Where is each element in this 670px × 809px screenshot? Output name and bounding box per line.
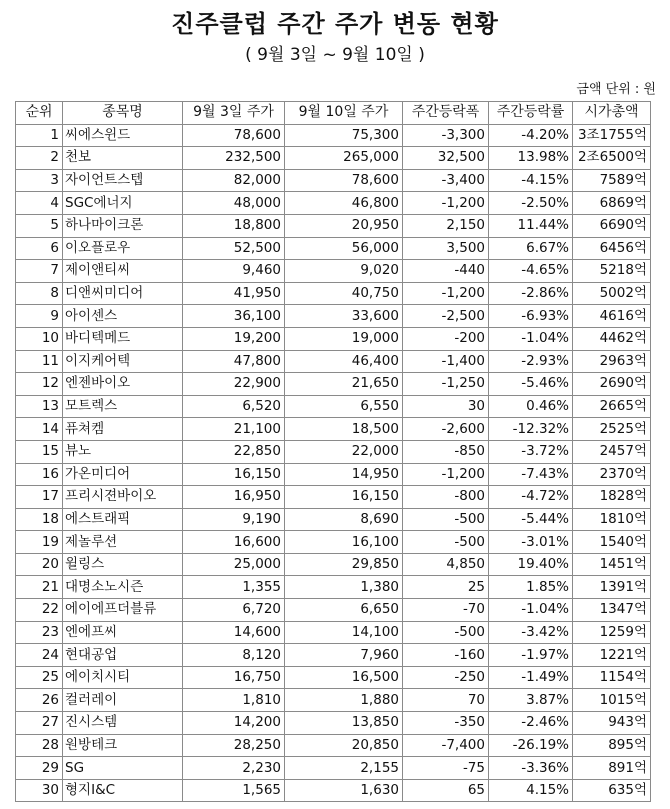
cell-weekly-change: -250 bbox=[403, 666, 489, 689]
cell-rank: 14 bbox=[16, 418, 63, 441]
table-row bbox=[16, 531, 651, 554]
cell-price-sep10: 21,650 bbox=[285, 373, 403, 396]
cell-price-sep10: 1,380 bbox=[285, 576, 403, 599]
cell-rank: 15 bbox=[16, 440, 63, 463]
cell-rank: 13 bbox=[16, 395, 63, 418]
cell-rank: 2 bbox=[16, 147, 63, 170]
cell-price-sep3: 22,850 bbox=[183, 440, 285, 463]
cell-price-sep3: 2,230 bbox=[183, 757, 285, 780]
table-row bbox=[16, 260, 651, 283]
table-row bbox=[16, 350, 651, 373]
cell-stock-name: 원방테크 bbox=[63, 734, 183, 757]
cell-weekly-rate: 3.87% bbox=[489, 689, 573, 712]
cell-rank: 26 bbox=[16, 689, 63, 712]
cell-rank: 24 bbox=[16, 644, 63, 667]
cell-price-sep3: 14,200 bbox=[183, 712, 285, 735]
cell-price-sep3: 82,000 bbox=[183, 169, 285, 192]
table-row bbox=[16, 734, 651, 757]
cell-weekly-change: -2,500 bbox=[403, 305, 489, 328]
cell-market-cap: 1828억 bbox=[573, 486, 651, 509]
cell-rank: 8 bbox=[16, 282, 63, 305]
cell-rank: 25 bbox=[16, 666, 63, 689]
cell-weekly-rate: 0.46% bbox=[489, 395, 573, 418]
cell-market-cap: 1347억 bbox=[573, 599, 651, 622]
cell-stock-name: 에이에프더블류 bbox=[63, 599, 183, 622]
cell-weekly-change: -850 bbox=[403, 440, 489, 463]
cell-price-sep10: 265,000 bbox=[285, 147, 403, 170]
cell-price-sep3: 16,600 bbox=[183, 531, 285, 554]
cell-stock-name: 이오플로우 bbox=[63, 237, 183, 260]
cell-weekly-change: -440 bbox=[403, 260, 489, 283]
cell-rank: 1 bbox=[16, 124, 63, 147]
cell-weekly-rate: -3.36% bbox=[489, 757, 573, 780]
cell-weekly-change: -1,200 bbox=[403, 192, 489, 215]
cell-price-sep10: 9,020 bbox=[285, 260, 403, 283]
cell-price-sep3: 18,800 bbox=[183, 214, 285, 237]
cell-stock-name: 디앤씨미디어 bbox=[63, 282, 183, 305]
column-header-price-sep3: 9월 3일 주가 bbox=[183, 102, 285, 125]
cell-weekly-rate: -3.01% bbox=[489, 531, 573, 554]
cell-weekly-rate: 1.85% bbox=[489, 576, 573, 599]
cell-price-sep10: 8,690 bbox=[285, 508, 403, 531]
cell-stock-name: 컬러레이 bbox=[63, 689, 183, 712]
cell-weekly-change: -500 bbox=[403, 531, 489, 554]
cell-rank: 11 bbox=[16, 350, 63, 373]
cell-price-sep10: 40,750 bbox=[285, 282, 403, 305]
cell-weekly-change: -3,300 bbox=[403, 124, 489, 147]
cell-market-cap: 1810억 bbox=[573, 508, 651, 531]
cell-price-sep10: 6,650 bbox=[285, 599, 403, 622]
cell-weekly-rate: -1.04% bbox=[489, 327, 573, 350]
cell-weekly-change: -200 bbox=[403, 327, 489, 350]
cell-weekly-change: -1,400 bbox=[403, 350, 489, 373]
cell-stock-name: 윌링스 bbox=[63, 553, 183, 576]
cell-stock-name: 제놀루션 bbox=[63, 531, 183, 554]
cell-weekly-rate: 6.67% bbox=[489, 237, 573, 260]
cell-price-sep3: 6,720 bbox=[183, 599, 285, 622]
cell-rank: 4 bbox=[16, 192, 63, 215]
cell-price-sep3: 1,355 bbox=[183, 576, 285, 599]
cell-weekly-rate: -12.32% bbox=[489, 418, 573, 441]
cell-market-cap: 5002억 bbox=[573, 282, 651, 305]
cell-market-cap: 1154억 bbox=[573, 666, 651, 689]
table-row bbox=[16, 169, 651, 192]
cell-weekly-change: -7,400 bbox=[403, 734, 489, 757]
cell-weekly-rate: -3.72% bbox=[489, 440, 573, 463]
table-row bbox=[16, 644, 651, 667]
cell-weekly-change: 4,850 bbox=[403, 553, 489, 576]
cell-market-cap: 2370억 bbox=[573, 463, 651, 486]
cell-weekly-rate: -7.43% bbox=[489, 463, 573, 486]
table-row bbox=[16, 282, 651, 305]
cell-price-sep10: 20,950 bbox=[285, 214, 403, 237]
cell-weekly-change: 70 bbox=[403, 689, 489, 712]
cell-rank: 23 bbox=[16, 621, 63, 644]
table-header-row bbox=[16, 102, 651, 125]
cell-price-sep3: 25,000 bbox=[183, 553, 285, 576]
cell-rank: 30 bbox=[16, 779, 63, 802]
cell-weekly-rate: -1.97% bbox=[489, 644, 573, 667]
cell-weekly-rate: -5.46% bbox=[489, 373, 573, 396]
cell-stock-name: 바디텍메드 bbox=[63, 327, 183, 350]
cell-stock-name: 에이치시티 bbox=[63, 666, 183, 689]
cell-stock-name: 이지케어텍 bbox=[63, 350, 183, 373]
cell-price-sep3: 232,500 bbox=[183, 147, 285, 170]
cell-price-sep10: 13,850 bbox=[285, 712, 403, 735]
cell-weekly-rate: -2.46% bbox=[489, 712, 573, 735]
cell-stock-name: 자이언트스텝 bbox=[63, 169, 183, 192]
cell-weekly-change: -500 bbox=[403, 621, 489, 644]
cell-price-sep3: 1,565 bbox=[183, 779, 285, 802]
table-row bbox=[16, 395, 651, 418]
cell-weekly-rate: 19.40% bbox=[489, 553, 573, 576]
column-header-rank: 순위 bbox=[16, 102, 63, 125]
cell-weekly-rate: -4.65% bbox=[489, 260, 573, 283]
cell-weekly-rate: -2.93% bbox=[489, 350, 573, 373]
date-range-subtitle: ( 9월 3일 ~ 9월 10일 ) bbox=[245, 45, 425, 65]
cell-market-cap: 3조1755억 bbox=[573, 124, 651, 147]
cell-stock-name: 형지I&C bbox=[63, 779, 183, 802]
cell-weekly-change: -800 bbox=[403, 486, 489, 509]
cell-stock-name: 진시스템 bbox=[63, 712, 183, 735]
cell-rank: 5 bbox=[16, 214, 63, 237]
cell-stock-name: 하나마이크론 bbox=[63, 214, 183, 237]
table-row bbox=[16, 553, 651, 576]
cell-stock-name: 프리시젼바이오 bbox=[63, 486, 183, 509]
cell-rank: 18 bbox=[16, 508, 63, 531]
table-body bbox=[16, 124, 651, 802]
cell-price-sep3: 14,600 bbox=[183, 621, 285, 644]
cell-weekly-rate: 11.44% bbox=[489, 214, 573, 237]
column-header-price-sep10: 9월 10일 주가 bbox=[285, 102, 403, 125]
cell-price-sep3: 52,500 bbox=[183, 237, 285, 260]
table-row bbox=[16, 305, 651, 328]
cell-weekly-rate: -6.93% bbox=[489, 305, 573, 328]
cell-weekly-rate: -5.44% bbox=[489, 508, 573, 531]
cell-market-cap: 2457억 bbox=[573, 440, 651, 463]
cell-price-sep3: 78,600 bbox=[183, 124, 285, 147]
cell-stock-name: 천보 bbox=[63, 147, 183, 170]
cell-weekly-change: 65 bbox=[403, 779, 489, 802]
cell-rank: 29 bbox=[16, 757, 63, 780]
cell-price-sep3: 36,100 bbox=[183, 305, 285, 328]
cell-weekly-change: -70 bbox=[403, 599, 489, 622]
cell-market-cap: 2963억 bbox=[573, 350, 651, 373]
cell-rank: 6 bbox=[16, 237, 63, 260]
table-row bbox=[16, 124, 651, 147]
cell-stock-name: 가온미디어 bbox=[63, 463, 183, 486]
cell-price-sep10: 18,500 bbox=[285, 418, 403, 441]
table-row bbox=[16, 712, 651, 735]
table-row bbox=[16, 621, 651, 644]
cell-market-cap: 6869억 bbox=[573, 192, 651, 215]
table-row bbox=[16, 147, 651, 170]
cell-market-cap: 895억 bbox=[573, 734, 651, 757]
cell-stock-name: 퓨쳐켐 bbox=[63, 418, 183, 441]
table-row bbox=[16, 576, 651, 599]
cell-price-sep3: 19,200 bbox=[183, 327, 285, 350]
cell-price-sep10: 22,000 bbox=[285, 440, 403, 463]
cell-price-sep3: 8,120 bbox=[183, 644, 285, 667]
cell-stock-name: 엔에프씨 bbox=[63, 621, 183, 644]
column-header-market-cap: 시가총액 bbox=[573, 102, 651, 125]
cell-market-cap: 1540억 bbox=[573, 531, 651, 554]
cell-price-sep3: 28,250 bbox=[183, 734, 285, 757]
table-row bbox=[16, 486, 651, 509]
cell-price-sep3: 9,460 bbox=[183, 260, 285, 283]
cell-market-cap: 6690억 bbox=[573, 214, 651, 237]
cell-weekly-change: -3,400 bbox=[403, 169, 489, 192]
cell-price-sep3: 16,750 bbox=[183, 666, 285, 689]
cell-rank: 16 bbox=[16, 463, 63, 486]
cell-stock-name: 모트렉스 bbox=[63, 395, 183, 418]
currency-unit-note: 금액 단위 : 원 bbox=[576, 82, 656, 97]
cell-weekly-change: -350 bbox=[403, 712, 489, 735]
table-row bbox=[16, 508, 651, 531]
cell-stock-name: 현대공업 bbox=[63, 644, 183, 667]
column-header-weekly-change: 주간등락폭 bbox=[403, 102, 489, 125]
cell-price-sep10: 20,850 bbox=[285, 734, 403, 757]
cell-market-cap: 1451억 bbox=[573, 553, 651, 576]
cell-price-sep3: 1,810 bbox=[183, 689, 285, 712]
cell-market-cap: 6456억 bbox=[573, 237, 651, 260]
cell-price-sep10: 19,000 bbox=[285, 327, 403, 350]
cell-weekly-rate: -4.20% bbox=[489, 124, 573, 147]
cell-market-cap: 2665억 bbox=[573, 395, 651, 418]
cell-price-sep3: 16,950 bbox=[183, 486, 285, 509]
cell-weekly-change: 32,500 bbox=[403, 147, 489, 170]
cell-market-cap: 2525억 bbox=[573, 418, 651, 441]
cell-weekly-change: -500 bbox=[403, 508, 489, 531]
cell-price-sep10: 16,100 bbox=[285, 531, 403, 554]
cell-stock-name: SGC에너지 bbox=[63, 192, 183, 215]
cell-rank: 22 bbox=[16, 599, 63, 622]
cell-weekly-rate: 4.15% bbox=[489, 779, 573, 802]
cell-price-sep3: 6,520 bbox=[183, 395, 285, 418]
table-row bbox=[16, 689, 651, 712]
cell-market-cap: 5218억 bbox=[573, 260, 651, 283]
cell-rank: 21 bbox=[16, 576, 63, 599]
cell-weekly-rate: 13.98% bbox=[489, 147, 573, 170]
table-row bbox=[16, 418, 651, 441]
cell-stock-name: 에스트래픽 bbox=[63, 508, 183, 531]
cell-market-cap: 2조6500억 bbox=[573, 147, 651, 170]
cell-rank: 27 bbox=[16, 712, 63, 735]
cell-stock-name: SG bbox=[63, 757, 183, 780]
table-row bbox=[16, 327, 651, 350]
cell-stock-name: 제이앤티씨 bbox=[63, 260, 183, 283]
cell-price-sep10: 29,850 bbox=[285, 553, 403, 576]
cell-stock-name: 대명소노시즌 bbox=[63, 576, 183, 599]
table-row bbox=[16, 463, 651, 486]
cell-market-cap: 943억 bbox=[573, 712, 651, 735]
cell-price-sep10: 46,800 bbox=[285, 192, 403, 215]
cell-rank: 12 bbox=[16, 373, 63, 396]
cell-rank: 28 bbox=[16, 734, 63, 757]
cell-price-sep3: 41,950 bbox=[183, 282, 285, 305]
cell-stock-name: 씨에스윈드 bbox=[63, 124, 183, 147]
cell-price-sep10: 75,300 bbox=[285, 124, 403, 147]
cell-weekly-change: 25 bbox=[403, 576, 489, 599]
table-row bbox=[16, 440, 651, 463]
cell-price-sep10: 56,000 bbox=[285, 237, 403, 260]
cell-price-sep10: 14,100 bbox=[285, 621, 403, 644]
cell-weekly-rate: -26.19% bbox=[489, 734, 573, 757]
table-row bbox=[16, 192, 651, 215]
cell-rank: 3 bbox=[16, 169, 63, 192]
cell-weekly-change: -1,200 bbox=[403, 463, 489, 486]
cell-price-sep10: 2,155 bbox=[285, 757, 403, 780]
cell-price-sep10: 1,880 bbox=[285, 689, 403, 712]
cell-market-cap: 1015억 bbox=[573, 689, 651, 712]
column-header-name: 종목명 bbox=[63, 102, 183, 125]
table-row bbox=[16, 237, 651, 260]
cell-price-sep10: 16,500 bbox=[285, 666, 403, 689]
cell-market-cap: 2690억 bbox=[573, 373, 651, 396]
page-title: 진주클럽 주간 주가 변동 현황 bbox=[171, 10, 499, 38]
cell-stock-name: 엔젠바이오 bbox=[63, 373, 183, 396]
cell-weekly-rate: -2.86% bbox=[489, 282, 573, 305]
cell-weekly-rate: -4.15% bbox=[489, 169, 573, 192]
table-row bbox=[16, 666, 651, 689]
table-row bbox=[16, 757, 651, 780]
cell-weekly-change: 30 bbox=[403, 395, 489, 418]
cell-weekly-rate: -1.04% bbox=[489, 599, 573, 622]
cell-price-sep3: 22,900 bbox=[183, 373, 285, 396]
cell-weekly-rate: -4.72% bbox=[489, 486, 573, 509]
stock-change-table bbox=[15, 101, 651, 802]
cell-weekly-change: 2,150 bbox=[403, 214, 489, 237]
cell-weekly-rate: -3.42% bbox=[489, 621, 573, 644]
cell-market-cap: 1391억 bbox=[573, 576, 651, 599]
cell-rank: 10 bbox=[16, 327, 63, 350]
cell-rank: 17 bbox=[16, 486, 63, 509]
cell-price-sep10: 16,150 bbox=[285, 486, 403, 509]
cell-weekly-rate: -1.49% bbox=[489, 666, 573, 689]
cell-market-cap: 1221억 bbox=[573, 644, 651, 667]
cell-market-cap: 7589억 bbox=[573, 169, 651, 192]
cell-rank: 7 bbox=[16, 260, 63, 283]
table-row bbox=[16, 214, 651, 237]
cell-weekly-rate: -2.50% bbox=[489, 192, 573, 215]
cell-price-sep3: 21,100 bbox=[183, 418, 285, 441]
cell-rank: 9 bbox=[16, 305, 63, 328]
cell-weekly-change: -160 bbox=[403, 644, 489, 667]
cell-price-sep10: 7,960 bbox=[285, 644, 403, 667]
table-row bbox=[16, 373, 651, 396]
cell-stock-name: 뷰노 bbox=[63, 440, 183, 463]
cell-price-sep3: 16,150 bbox=[183, 463, 285, 486]
cell-price-sep3: 47,800 bbox=[183, 350, 285, 373]
cell-weekly-change: -1,250 bbox=[403, 373, 489, 396]
cell-weekly-change: -1,200 bbox=[403, 282, 489, 305]
cell-weekly-change: -75 bbox=[403, 757, 489, 780]
cell-price-sep10: 1,630 bbox=[285, 779, 403, 802]
table-row bbox=[16, 599, 651, 622]
cell-stock-name: 아이센스 bbox=[63, 305, 183, 328]
cell-market-cap: 4462억 bbox=[573, 327, 651, 350]
cell-rank: 20 bbox=[16, 553, 63, 576]
cell-price-sep3: 9,190 bbox=[183, 508, 285, 531]
column-header-weekly-rate: 주간등락률 bbox=[489, 102, 573, 125]
table-row bbox=[16, 779, 651, 802]
cell-price-sep10: 14,950 bbox=[285, 463, 403, 486]
cell-rank: 19 bbox=[16, 531, 63, 554]
cell-market-cap: 635억 bbox=[573, 779, 651, 802]
cell-price-sep10: 33,600 bbox=[285, 305, 403, 328]
cell-market-cap: 4616억 bbox=[573, 305, 651, 328]
cell-market-cap: 1259억 bbox=[573, 621, 651, 644]
cell-weekly-change: 3,500 bbox=[403, 237, 489, 260]
cell-price-sep3: 48,000 bbox=[183, 192, 285, 215]
cell-market-cap: 891억 bbox=[573, 757, 651, 780]
cell-price-sep10: 46,400 bbox=[285, 350, 403, 373]
cell-price-sep10: 6,550 bbox=[285, 395, 403, 418]
cell-weekly-change: -2,600 bbox=[403, 418, 489, 441]
cell-price-sep10: 78,600 bbox=[285, 169, 403, 192]
